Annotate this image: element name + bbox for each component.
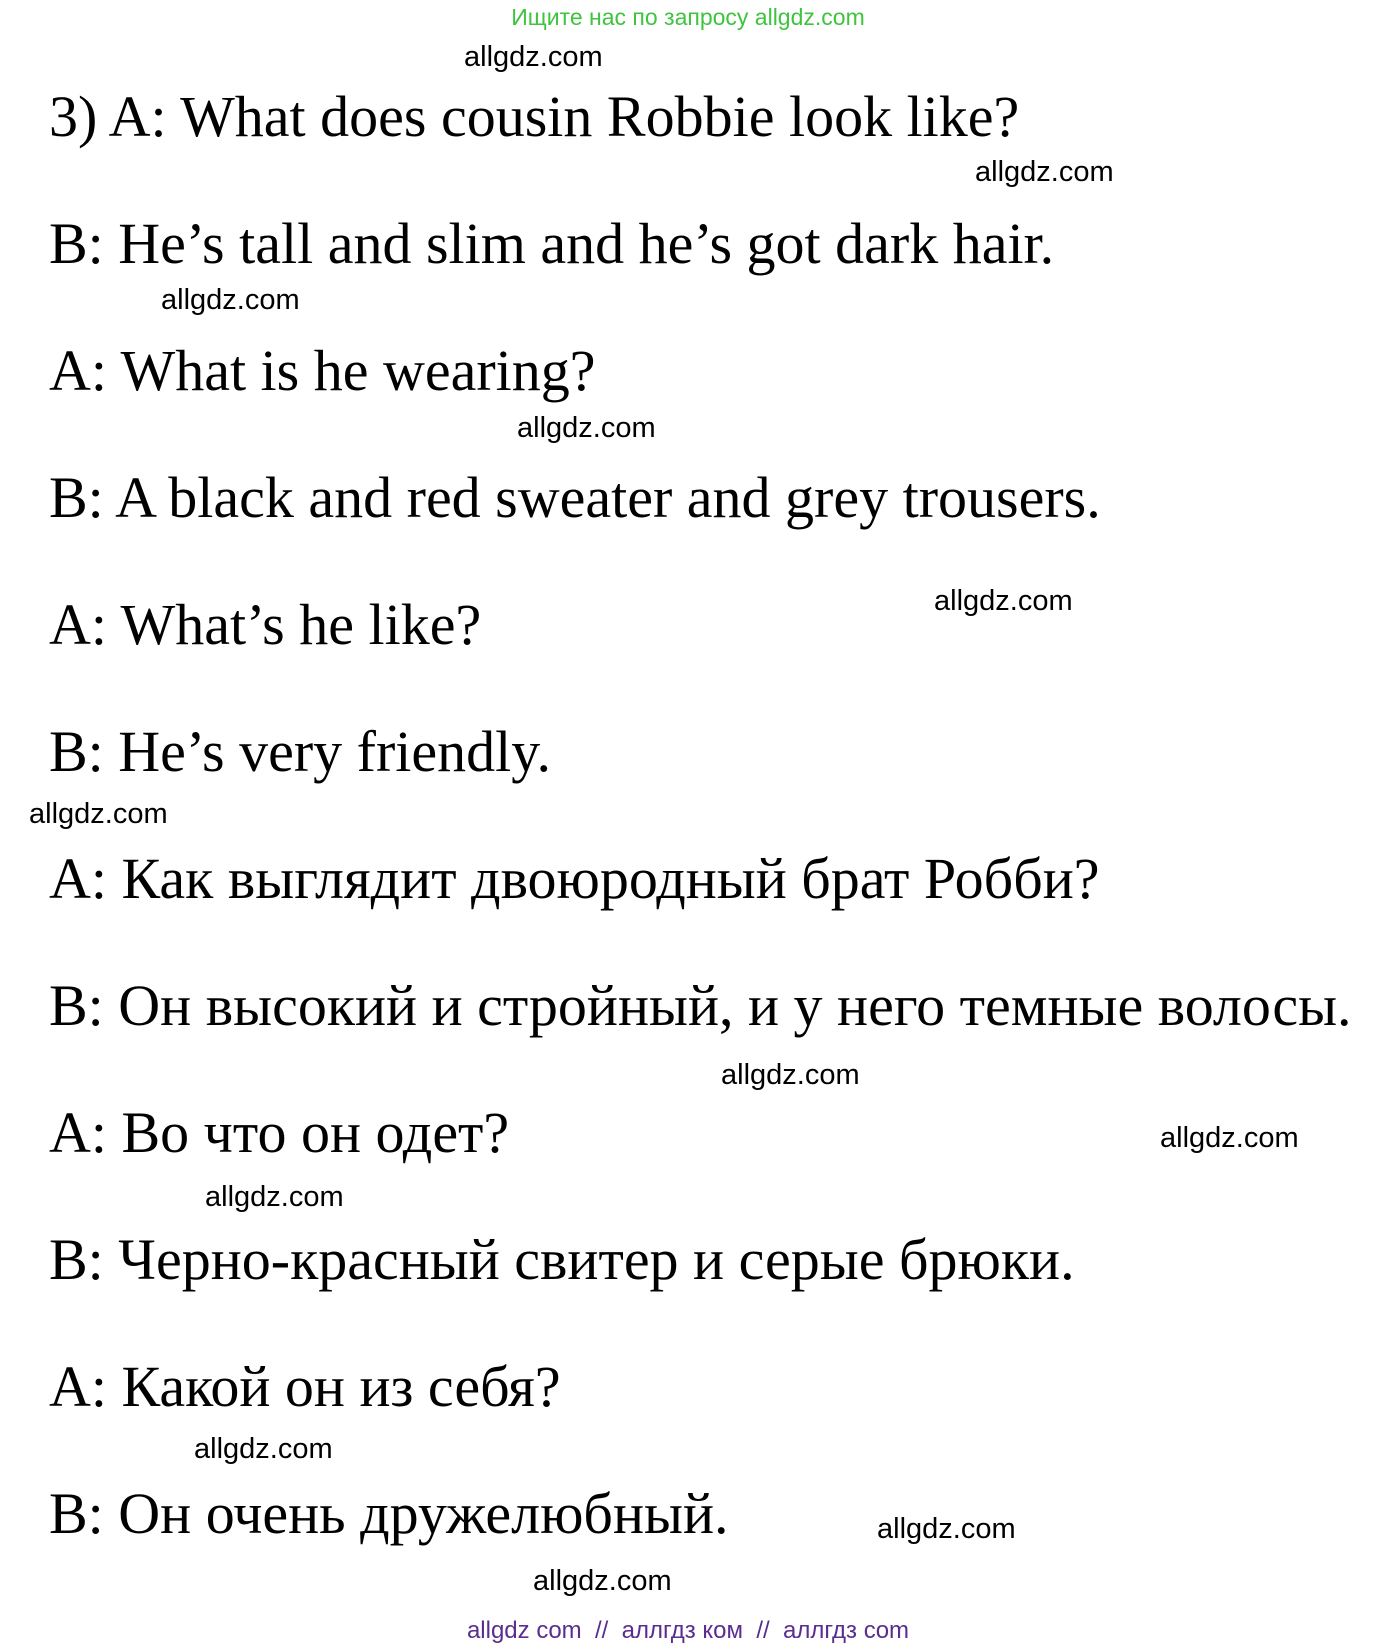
dialogue-line: B: Он очень дружелюбный. bbox=[49, 1481, 729, 1546]
watermark: allgdz.com bbox=[934, 585, 1073, 617]
dialogue-line: B: Он высокий и стройный, и у него темные волосы. bbox=[49, 973, 1352, 1038]
watermark: allgdz.com bbox=[194, 1433, 333, 1465]
search-banner: Ищите нас по запросу allgdz.com bbox=[511, 4, 865, 30]
watermark: allgdz.com bbox=[517, 412, 656, 444]
watermark: allgdz.com bbox=[29, 798, 168, 830]
dialogue-line: B: He’s tall and slim and he’s got dark hair. bbox=[49, 211, 1055, 276]
watermark: allgdz.com bbox=[1160, 1122, 1299, 1154]
watermark: allgdz.com bbox=[161, 284, 300, 316]
footer-links: allgdz com // аллгдз ком // аллгдз com bbox=[466, 1617, 910, 1644]
dialogue-line: B: He’s very friendly. bbox=[49, 719, 552, 784]
watermark: allgdz.com bbox=[533, 1565, 672, 1597]
watermark: allgdz.com bbox=[721, 1059, 860, 1091]
watermark: allgdz.com bbox=[975, 156, 1114, 188]
dialogue-line: A: What is he wearing? bbox=[49, 338, 596, 403]
dialogue-line: 3) A: What does cousin Robbie look like? bbox=[49, 84, 1020, 149]
dialogue-line: B: A black and red sweater and grey trousers. bbox=[49, 465, 1101, 530]
dialogue-line: A: Во что он одет? bbox=[49, 1100, 510, 1165]
watermark: allgdz.com bbox=[464, 41, 603, 73]
dialogue-line: A: What’s he like? bbox=[49, 592, 482, 657]
dialogue-line: A: Какой он из себя? bbox=[49, 1354, 561, 1419]
dialogue-line: B: Черно-красный свитер и серые брюки. bbox=[49, 1227, 1075, 1292]
dialogue-line: A: Как выглядит двоюродный брат Робби? bbox=[49, 846, 1100, 911]
watermark: allgdz.com bbox=[205, 1181, 344, 1213]
watermark: allgdz.com bbox=[877, 1513, 1016, 1545]
